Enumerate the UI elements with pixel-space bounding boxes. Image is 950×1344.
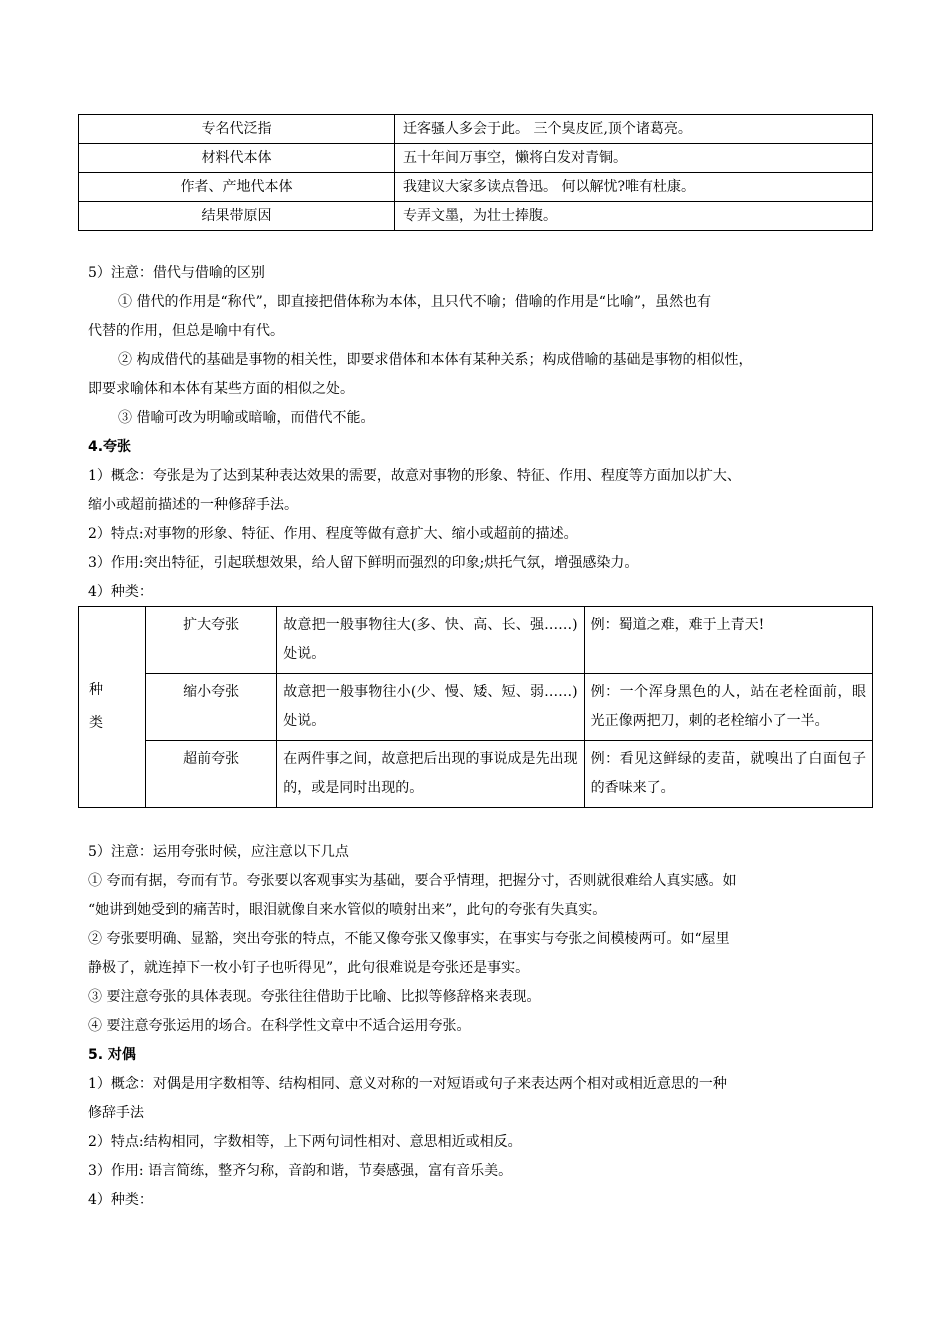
feature-line: 2）特点:对事物的形象、特征、作用、程度等做有意扩大、缩小或超前的描述。 bbox=[88, 526, 578, 542]
table-row bbox=[79, 741, 873, 808]
type-example: 五十年间万事空，懒将白发对青铜。 bbox=[395, 144, 873, 173]
note-paragraph: ① 夸而有据，夸而有节。夸张要以客观事实为基础，要合乎情理，把握分寸，否则就很难给人真实感。如 bbox=[88, 873, 737, 889]
type-name: 扩大夸张 bbox=[146, 607, 277, 674]
concept-line: 修辞手法 bbox=[88, 1105, 144, 1121]
type-example: 我建议大家多读点鲁迅。 何以解忧?唯有杜康。 bbox=[395, 173, 873, 202]
type-name: 材料代本体 bbox=[79, 144, 395, 173]
feature-line: 2）特点:结构相同，字数相等，上下两句词性相对、意思相近或相反。 bbox=[88, 1134, 522, 1150]
note-paragraph: ③ 借喻可改为明喻或暗喻，而借代不能。 bbox=[118, 410, 375, 426]
concept-line: 1）概念：对偶是用字数相等、结构相同、意义对称的一对短语或句子来表达两个相对或相近意思的一种 bbox=[88, 1076, 727, 1092]
table-row bbox=[79, 202, 873, 231]
effect-line: 3）作用:突出特征，引起联想效果，给人留下鲜明而强烈的印象;烘托气氛，增强感染力。 bbox=[88, 555, 639, 571]
note-paragraph: ② 夸张要明确、显豁，突出夸张的特点，不能又像夸张又像事实，在事实与夸张之间模棱两可。如“屋里 bbox=[88, 931, 730, 947]
type-example: 专弄文墨，为壮士捧腹。 bbox=[395, 202, 873, 231]
note-paragraph: 代替的作用，但总是喻中有代。 bbox=[88, 323, 284, 339]
type-desc: 故意把一般事物往大(多、快、高、长、强……)处说。 bbox=[277, 607, 584, 674]
type-name: 作者、产地代本体 bbox=[79, 173, 395, 202]
category-label: 种 类 bbox=[79, 607, 146, 808]
table-row bbox=[79, 173, 873, 202]
table-row bbox=[79, 607, 873, 674]
note-paragraph: 即要求喻体和本体有某些方面的相似之处。 bbox=[88, 381, 354, 397]
hyperbole-types-table bbox=[78, 606, 873, 808]
note-paragraph: “她讲到她受到的痛苦时，眼泪就像自来水管似的喷射出来”，此句的夸张有失真实。 bbox=[88, 902, 607, 918]
note-paragraph: ① 借代的作用是“称代”，即直接把借体称为本体，且只代不喻；借喻的作用是“比喻”，虽然也有 bbox=[118, 294, 712, 310]
note-paragraph: ④ 要注意夸张运用的场合。在科学性文章中不适合运用夸张。 bbox=[88, 1018, 471, 1034]
note-title: 5）注意：借代与借喻的区别 bbox=[88, 265, 265, 281]
table-row bbox=[79, 115, 873, 144]
concept-line: 1）概念：夸张是为了达到某种表达效果的需要，故意对事物的形象、特征、作用、程度等方面加以扩大、 bbox=[88, 468, 741, 484]
type-example: 例：一个浑身黑色的人，站在老栓面前，眼光正像两把刀，刺的老栓缩小了一半。 bbox=[584, 674, 872, 741]
type-desc: 在两件事之间，故意把后出现的事说成是先出现的，或是同时出现的。 bbox=[277, 741, 584, 808]
types-label: 4）种类： bbox=[88, 1192, 153, 1208]
type-example: 例：蜀道之难，难于上青天! bbox=[584, 607, 872, 674]
table-row bbox=[79, 674, 873, 741]
note-title: 5）注意：运用夸张时候，应注意以下几点 bbox=[88, 844, 349, 860]
section-heading: 4.夸张 bbox=[88, 439, 132, 455]
note-paragraph: ③ 要注意夸张的具体表现。夸张往往借助于比喻、比拟等修辞格来表现。 bbox=[88, 989, 541, 1005]
note-paragraph: ② 构成借代的基础是事物的相关性，即要求借体和本体有某种关系；构成借喻的基础是事物的相似性， bbox=[118, 352, 753, 368]
type-desc: 故意把一般事物往小(少、慢、矮、短、弱……)处说。 bbox=[277, 674, 584, 741]
table-row bbox=[79, 144, 873, 173]
note-paragraph: 静极了，就连掉下一枚小钉子也听得见”，此句很难说是夸张还是事实。 bbox=[88, 960, 530, 976]
concept-line: 缩小或超前描述的一种修辞手法。 bbox=[88, 497, 298, 513]
effect-line: 3）作用: 语言简练，整齐匀称，音韵和谐，节奏感强，富有音乐美。 bbox=[88, 1163, 513, 1179]
type-example: 迁客骚人多会于此。 三个臭皮匠,顶个诸葛亮。 bbox=[395, 115, 873, 144]
metonymy-types-table bbox=[78, 114, 873, 231]
type-name: 超前夸张 bbox=[146, 741, 277, 808]
type-name: 缩小夸张 bbox=[146, 674, 277, 741]
type-name: 结果带原因 bbox=[79, 202, 395, 231]
types-label: 4）种类： bbox=[88, 584, 153, 600]
type-name: 专名代泛指 bbox=[79, 115, 395, 144]
section-heading: 5. 对偶 bbox=[88, 1047, 136, 1063]
type-example: 例：看见这鲜绿的麦苗，就嗅出了白面包子的香味来了。 bbox=[584, 741, 872, 808]
